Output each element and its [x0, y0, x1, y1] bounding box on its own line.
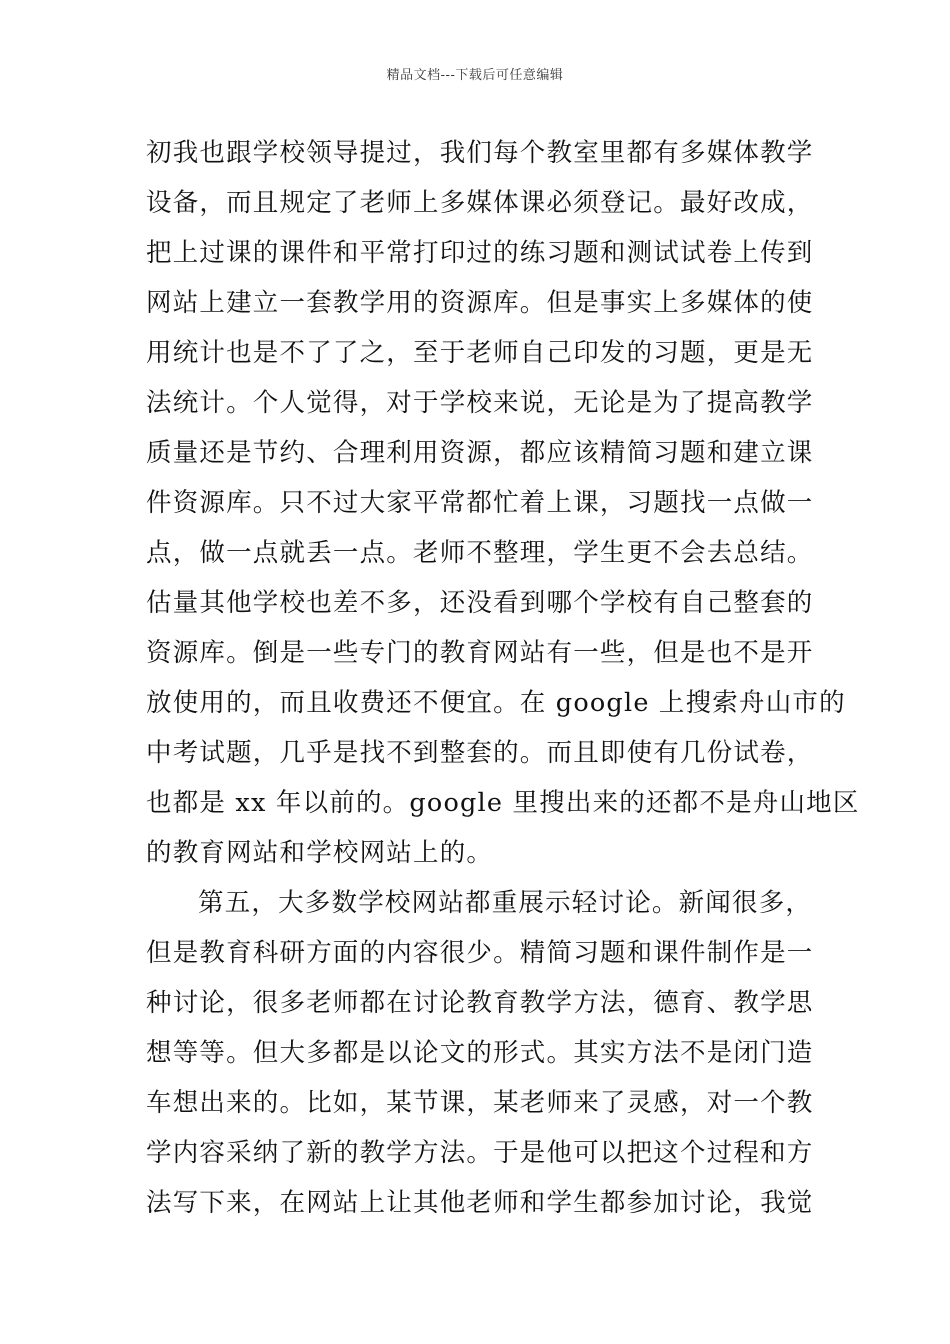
text-line: 资源库。倒是一些专门的教育网站有一些，但是也不是开 — [146, 638, 814, 668]
text-line: 设备，而且规定了老师上多媒体课必须登记。最好改成， — [146, 188, 814, 218]
text-line: 用统计也是不了了之，至于老师自己印发的习题，更是无 — [146, 338, 814, 368]
text-line: 种讨论，很多老师都在讨论教育教学方法，德育、教学思 — [146, 988, 814, 1018]
text-line: 法统计。个人觉得，对于学校来说，无论是为了提高教学 — [146, 388, 814, 418]
text-line: 想等等。但大多都是以论文的形式。其实方法不是闭门造 — [146, 1038, 814, 1068]
text-line: 件资源库。只不过大家平常都忙着上课，习题找一点做一 — [146, 488, 814, 518]
text-line: 质量还是节约、合理利用资源，都应该精简习题和建立课 — [146, 438, 814, 468]
text-line: 的教育网站和学校网站上的。 — [146, 838, 494, 868]
text-line: 放使用的，而且收费还不便宜。在 google 上搜索舟山市的 — [146, 688, 846, 718]
text-line: 把上过课的课件和平常打印过的练习题和测试试卷上传到 — [146, 238, 814, 268]
text-line: 车想出来的。比如，某节课，某老师来了灵感，对一个教 — [146, 1088, 814, 1118]
text-line: 但是教育科研方面的内容很少。精简习题和课件制作是一 — [146, 938, 814, 968]
text-line: 也都是 xx 年以前的。google 里搜出来的还都不是舟山地区 — [146, 788, 860, 818]
text-line: 学内容采纳了新的教学方法。于是他可以把这个过程和方 — [146, 1138, 814, 1168]
text-line: 法写下来，在网站上让其他老师和学生都参加讨论，我觉 — [146, 1188, 814, 1218]
text-line: 网站上建立一套教学用的资源库。但是事实上多媒体的使 — [146, 288, 814, 318]
text-line: 估量其他学校也差不多，还没看到哪个学校有自己整套的 — [146, 588, 814, 618]
page-header: 精品文档---下载后可任意编辑 — [386, 68, 564, 83]
paragraph-first-line: 第五，大多数学校网站都重展示轻讨论。新闻很多， — [198, 888, 813, 918]
text-line: 点，做一点就丢一点。老师不整理，学生更不会去总结。 — [146, 538, 814, 568]
text-line: 初我也跟学校领导提过，我们每个教室里都有多媒体教学 — [146, 138, 814, 168]
text-line: 中考试题，几乎是找不到整套的。而且即使有几份试卷， — [146, 738, 814, 768]
